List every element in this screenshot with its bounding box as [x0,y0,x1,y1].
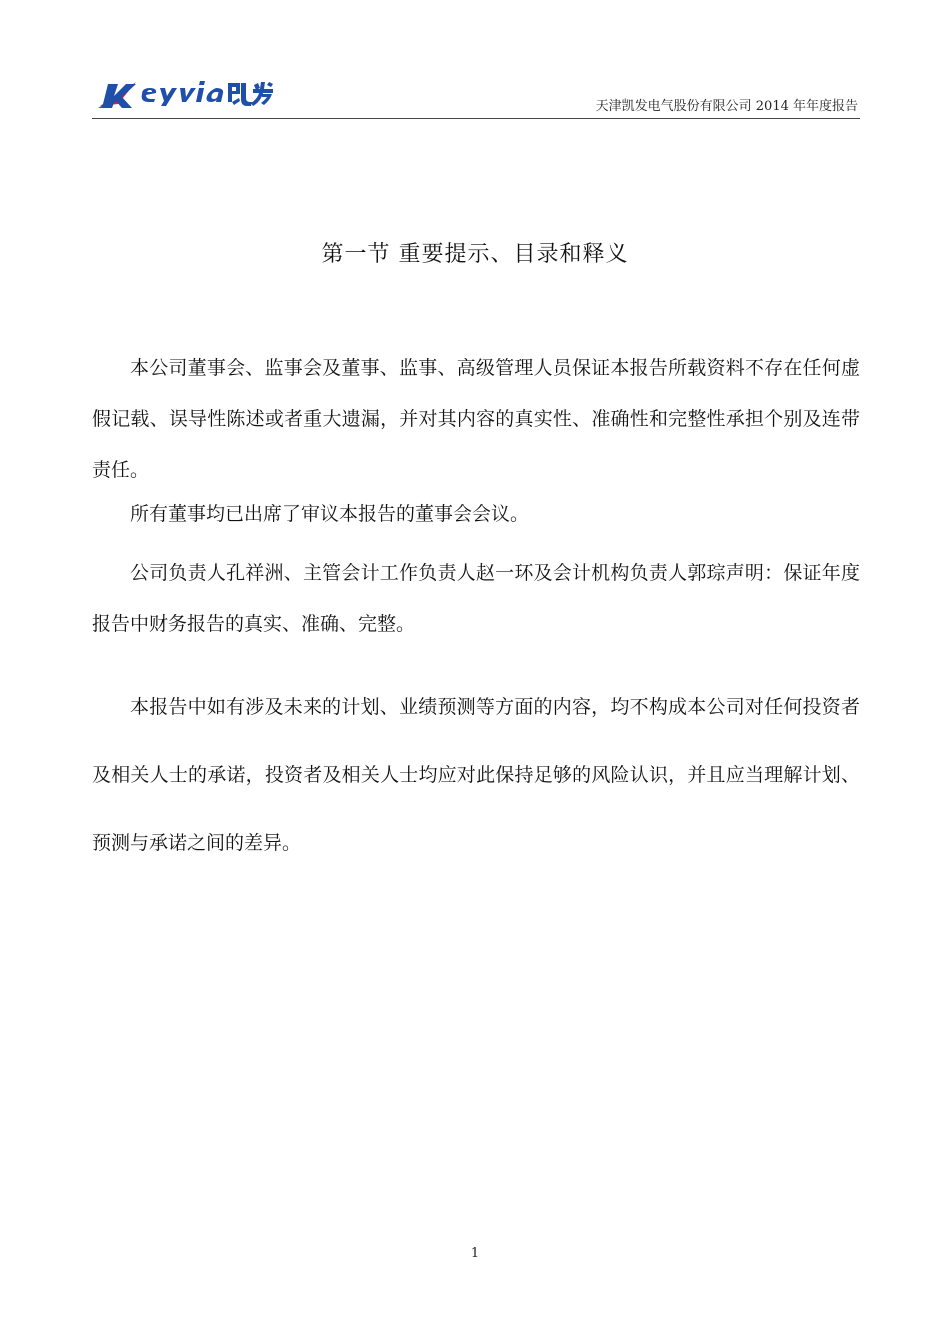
company-logo [96,72,276,112]
notice-paragraph-3 [92,548,860,650]
paragraph-text: 公司负责人孔祥洲、主管会计工作负责人赵一环及会计机构负责人郭琮声明：保证年度报告中财务报告的真实、准确、完整。 [92,562,860,635]
paragraph-text: 本公司董事会、监事会及董事、监事、高级管理人员保证本报告所载资料不存在任何虚假记载、误导性陈述或者重大遗漏，并对其内容的真实性、准确性和完整性承担个别及连带责任。 [92,357,860,481]
notice-paragraph-4 [92,673,860,877]
notice-paragraph-1 [92,343,860,496]
section-title: 第一节 重要提示、目录和释义 [321,242,629,267]
paragraph-text: 所有董事均已出席了审议本报告的董事会会议。 [130,503,530,525]
notice-paragraph-2 [92,497,860,531]
page-number: 1 [470,1246,480,1261]
header-report-title: 天津凯发电气股份有限公司 2014 年年度报告 [595,99,858,114]
paragraph-text: 本报告中如有涉及未来的计划、业绩预测等方面的内容，均不构成本公司对任何投资者及相关人士的承诺，投资者及相关人士均应对此保持足够的风险认识，并且应当理解计划、预测与承诺之间的差异。 [92,696,860,854]
page-header [92,68,860,119]
